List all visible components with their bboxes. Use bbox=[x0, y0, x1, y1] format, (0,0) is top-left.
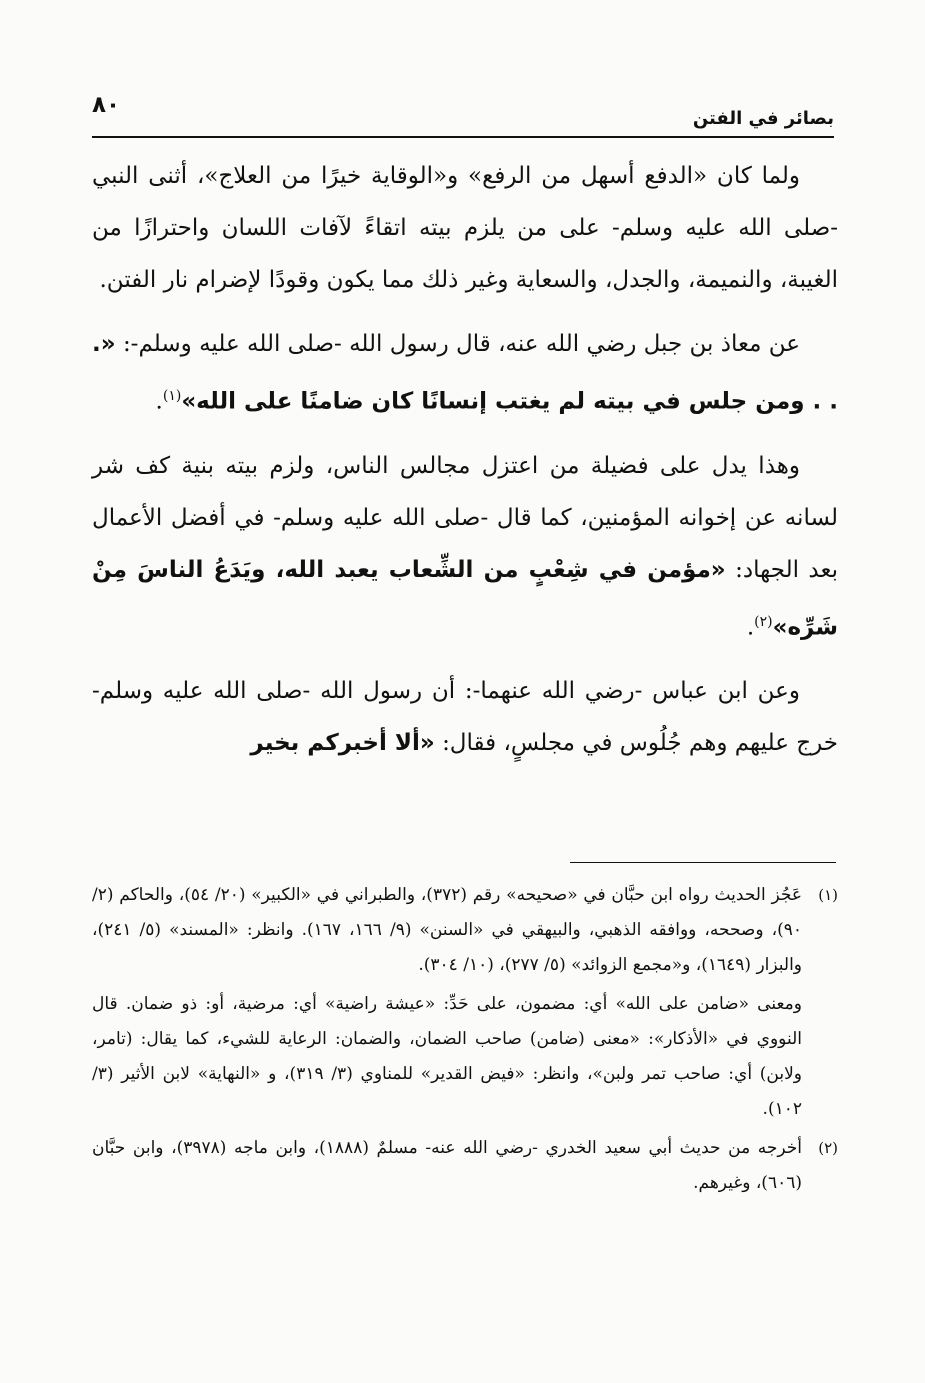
footnote-1-note bbox=[92, 987, 838, 1127]
footnote-2 bbox=[92, 1131, 838, 1201]
paragraph-4-text: وعن ابن عباس -رضي الله عنهما-: أن رسول الله -صلى الله عليه وسلم- خرج عليهم وهم جُلُوس في مجلسٍ، فقال: bbox=[92, 678, 838, 757]
footnote-1-text: عَجُز الحديث رواه ابن حبَّان في «صحيحه» رقم (٣٧٢)، والطبراني في «الكبير» (٢٠/ ٥٤)، والحاكم (٢/ ٩٠)، وصححه، ووافقه الذهبي، والبيهقي في «السنن» (٩/ ١٦٦، ١٦٧). وانظر: «المسند» (٥/ ٢٤١)، والبزار (١٦٤٩)، و«مجمع الزوائد» (٥/ ٢٧٧)، (١٠/ ٣٠٤). bbox=[92, 885, 802, 975]
paragraph-1: ولما كان «الدفع أسهل من الرفع» و«الوقاية خيرًا من العلاج»، أثنى النبي -صلى الله عليه وسلم- على من يلزم بيته اتقاءً لآفات اللسان واحترازًا من الغيبة، والنميمة، والجدل، والسعاية وغير ذلك مما يكون وقودًا لإضرام نار الفتن. bbox=[92, 163, 838, 293]
hadith-quote-2: «مؤمن في شِعْبٍ من الشِّعاب يعبد الله، ويَدَعُ الناسَ مِنْ شَرِّه» bbox=[92, 556, 838, 641]
paragraph-4 bbox=[92, 665, 838, 769]
main-text bbox=[92, 150, 838, 781]
footnote-1-note-text: ومعنى «ضامن على الله» أي: مضمون، على حَدِّ: «عيشة راضية» أي: مرضية، أو: ذو ضمان. قال النووي في «الأذكار»: «معنى (ضامن) صاحب الضمان، والضمان: الرعاية للشيء، كما يقال: (تامر، ولابن) أي: صاحب تمر ولبن»، وانظر: «فيض القدير» للمناوي (٣/ ٣١٩)، و «النهاية» لابن الأثير (٣/ ١٠٢). bbox=[92, 994, 803, 1119]
paragraph-3 bbox=[92, 440, 838, 654]
paragraph-2 bbox=[92, 318, 838, 428]
page-header bbox=[92, 92, 834, 138]
hadith-quote-3: «ألا أخبركم بخير bbox=[250, 730, 435, 757]
footnotes bbox=[92, 878, 838, 1201]
footnote-1 bbox=[92, 878, 838, 983]
footnote-2-number: (٢) bbox=[818, 1139, 838, 1157]
footnote-divider bbox=[570, 862, 836, 863]
paragraph-2-intro: عن معاذ بن جبل رضي الله عنه، قال رسول الله -صلى الله عليه وسلم-: bbox=[122, 331, 800, 357]
paragraph-3-end: . bbox=[746, 614, 755, 641]
paragraph-3-text: وهذا يدل على فضيلة من اعتزل مجالس الناس، ولزم بيته بنية كف شر لسانه عن إخوانه المؤمنين، كما قال -صلى الله عليه وسلم- في أفضل الأعمال بعد الجهاد: bbox=[92, 452, 838, 583]
page-number: ٨٠ bbox=[92, 92, 121, 118]
footnote-1-number: (١) bbox=[818, 886, 838, 904]
paragraph-2-end: . bbox=[155, 388, 163, 415]
footnote-2-text: أخرجه من حديث أبي سعيد الخدري -رضي الله عنه- مسلمٌ (١٨٨٨)، وابن ماجه (٣٩٧٨)، وابن حبَّان (٦٠٦)، وغيرهم. bbox=[92, 1138, 802, 1193]
hadith-quote-1: «. . . ومن جلس في بيته لم يغتب إنسانًا كان ضامنًا على الله» bbox=[92, 331, 838, 415]
running-title: بصائر في الفتن bbox=[692, 108, 834, 129]
footnote-ref-1[interactable]: (١) bbox=[162, 388, 182, 404]
footnote-ref-2[interactable]: (٢) bbox=[754, 613, 773, 630]
